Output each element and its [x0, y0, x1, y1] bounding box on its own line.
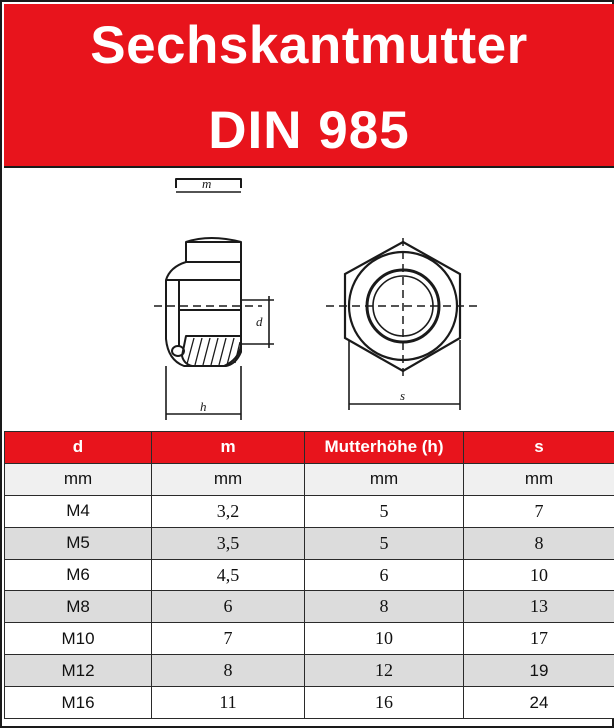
- cell-h: 12: [305, 655, 464, 687]
- table-row: [5, 527, 614, 559]
- header-m: m: [152, 432, 305, 464]
- label-s: s: [400, 388, 406, 403]
- table-row: [5, 559, 614, 591]
- cell-s: 13: [464, 591, 614, 623]
- table-header-row: [5, 432, 614, 464]
- cell-h: 8: [305, 591, 464, 623]
- cell-d: M4: [5, 495, 152, 527]
- table-row: [5, 687, 614, 719]
- table-row: [5, 623, 614, 655]
- cell-m: 3,2: [152, 495, 305, 527]
- cell-d: M16: [5, 687, 152, 719]
- cell-m: 7: [152, 623, 305, 655]
- cell-s: 7: [464, 495, 614, 527]
- side-view-body: [166, 242, 241, 366]
- cell-h: 6: [305, 559, 464, 591]
- cell-m: 8: [152, 655, 305, 687]
- label-m: m: [202, 176, 212, 191]
- cell-d: M12: [5, 655, 152, 687]
- cell-d: M5: [5, 527, 152, 559]
- table-row: [5, 655, 614, 687]
- unit-cell: mm: [152, 463, 305, 495]
- header-mutterhoehe: Mutterhöhe (h): [305, 432, 464, 464]
- label-d: d: [256, 314, 263, 329]
- cell-d: M6: [5, 559, 152, 591]
- cell-h: 5: [305, 527, 464, 559]
- dimension-table: [4, 431, 614, 719]
- unit-cell: mm: [305, 463, 464, 495]
- cell-s: 24: [464, 687, 614, 719]
- cell-h: 16: [305, 687, 464, 719]
- unit-cell: mm: [5, 463, 152, 495]
- cell-d: M8: [5, 591, 152, 623]
- table-row: [5, 495, 614, 527]
- cell-s: 10: [464, 559, 614, 591]
- units-row: [5, 463, 614, 495]
- unit-cell: mm: [464, 463, 614, 495]
- cell-m: 4,5: [152, 559, 305, 591]
- table-row: [5, 591, 614, 623]
- title-line-2: DIN 985: [208, 101, 410, 160]
- cell-h: 5: [305, 495, 464, 527]
- header-s: s: [464, 432, 614, 464]
- cell-s: 19: [464, 655, 614, 687]
- cell-m: 6: [152, 591, 305, 623]
- header-d: d: [5, 432, 152, 464]
- cell-m: 3,5: [152, 527, 305, 559]
- cell-m: 11: [152, 687, 305, 719]
- technical-drawing: [4, 166, 614, 431]
- cell-s: 17: [464, 623, 614, 655]
- nut-drawing-svg: [4, 168, 614, 431]
- cell-d: M10: [5, 623, 152, 655]
- label-h: h: [200, 399, 207, 414]
- cell-s: 8: [464, 527, 614, 559]
- title-banner: [4, 4, 614, 166]
- title-line-1: Sechskantmutter: [90, 16, 528, 75]
- cell-h: 10: [305, 623, 464, 655]
